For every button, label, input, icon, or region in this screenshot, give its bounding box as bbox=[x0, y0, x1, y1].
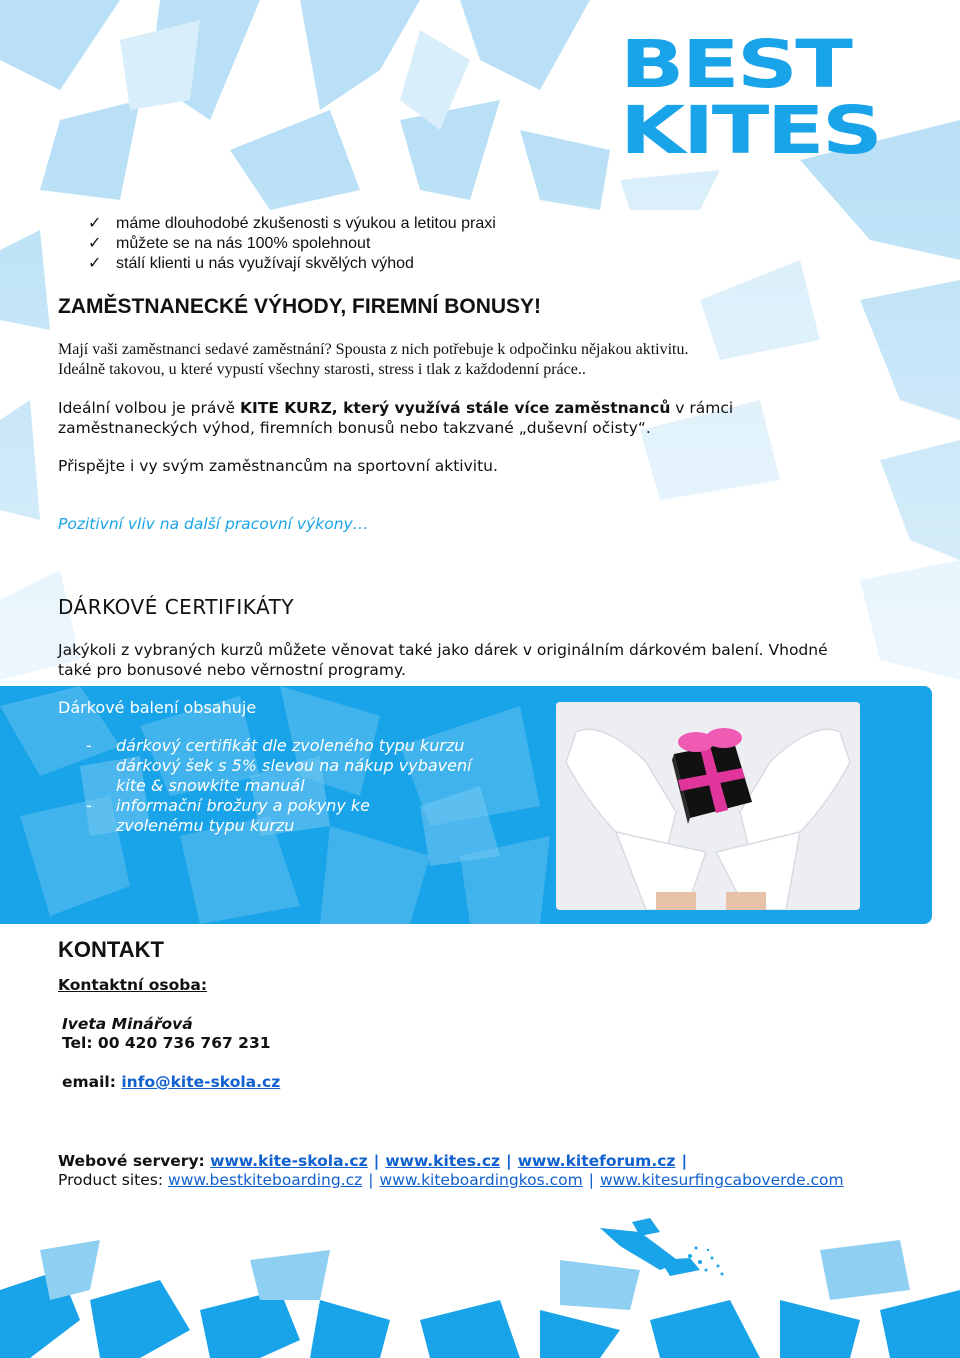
check-icon: ✓ bbox=[88, 255, 102, 272]
employee-cta: Přispějte i vy svým zaměstnancům na sportovní aktivitu. bbox=[58, 457, 498, 475]
gift-photo bbox=[556, 702, 860, 910]
link-kiteforum[interactable]: www.kiteforum.cz bbox=[517, 1152, 676, 1170]
contact-person-label: Kontaktní osoba: bbox=[58, 976, 208, 994]
list-item: ✓ můžete se na nás 100% spolehnout bbox=[88, 235, 371, 252]
link-kitesurfingcaboverde[interactable]: www.kitesurfingcaboverde.com bbox=[599, 1171, 844, 1189]
list-item: dárkový šek s 5% slevou na nákup vybavení bbox=[116, 756, 472, 775]
contact-heading: KONTAKT bbox=[58, 937, 164, 962]
check-icon: ✓ bbox=[88, 215, 102, 232]
benefits-list bbox=[88, 214, 496, 274]
employee-heading: ZAMĚSTNANECKÉ VÝHODY, FIREMNÍ BONUSY! bbox=[58, 295, 542, 318]
employee-paragraph: Ideální volbou je právě KITE KURZ, který využívá stále více zaměstnanců v rámci zaměstnaneckých výhod, firemních bonusů nebo takzvané „duševní očisty“. bbox=[58, 399, 734, 437]
list-item: ✓ stálí klienti u nás využívají skvělých výhod bbox=[88, 255, 414, 272]
certificates-heading: DÁRKOVÉ CERTIFIKÁTY bbox=[58, 595, 295, 619]
link-kites[interactable]: www.kites.cz bbox=[385, 1152, 501, 1170]
list-item: ✓ máme dlouhodobé zkušenosti s výukou a letitou praxi bbox=[88, 215, 496, 232]
contact-name: Iveta Minářová bbox=[62, 1015, 193, 1033]
link-kiteboardingkos[interactable]: www.kiteboardingkos.com bbox=[379, 1171, 583, 1189]
certificates-description: Jakýkoli z vybraných kurzů můžete věnovat také jako dárek v originálním dárkovém balení. Vhodné také pro bonusové nebo věrnostní programy. bbox=[58, 641, 828, 679]
link-kite-skola[interactable]: www.kite-skola.cz bbox=[210, 1152, 368, 1170]
contact-email-row: email: info@kite-skola.cz bbox=[62, 1073, 281, 1091]
product-sites-row: Product sites: www.bestkiteboarding.cz | www.kiteboardingkos.com | www.kitesurfingcaboverde.com bbox=[58, 1171, 844, 1189]
web-servers-row: Webové servery: www.kite-skola.cz | www.kites.cz | www.kiteforum.cz | bbox=[58, 1152, 688, 1170]
list-item: - dárkový certifikát dle zvoleného typu kurzu bbox=[86, 736, 465, 755]
list-item: kite & snowkite manuál bbox=[116, 776, 305, 795]
employee-tagline: Pozitivní vliv na další pracovní výkony… bbox=[58, 515, 369, 533]
logo-line-2: KITES bbox=[620, 92, 881, 169]
employee-intro: Mají vaši zaměstnanci sedavé zaměstnání? Spousta z nich potřebuje k odpočinku nějakou aktivitu. Ideálně takovou, u které vypustí všechny starosti, stress i tlak z každodenní práce.. bbox=[58, 341, 689, 378]
logo-line-1: BEST bbox=[620, 26, 851, 103]
list-item: - informační brožury a pokyny ke zvolenému typu kurzu bbox=[86, 796, 371, 835]
link-bestkiteboarding[interactable]: www.bestkiteboarding.cz bbox=[168, 1171, 363, 1189]
brand-logo bbox=[620, 26, 890, 169]
package-items bbox=[58, 736, 548, 836]
contact-phone: Tel: 00 420 736 767 231 bbox=[62, 1034, 271, 1052]
email-link[interactable]: info@kite-skola.cz bbox=[121, 1073, 281, 1091]
package-title: Dárkové balení obsahuje bbox=[58, 698, 257, 717]
check-icon: ✓ bbox=[88, 235, 102, 252]
